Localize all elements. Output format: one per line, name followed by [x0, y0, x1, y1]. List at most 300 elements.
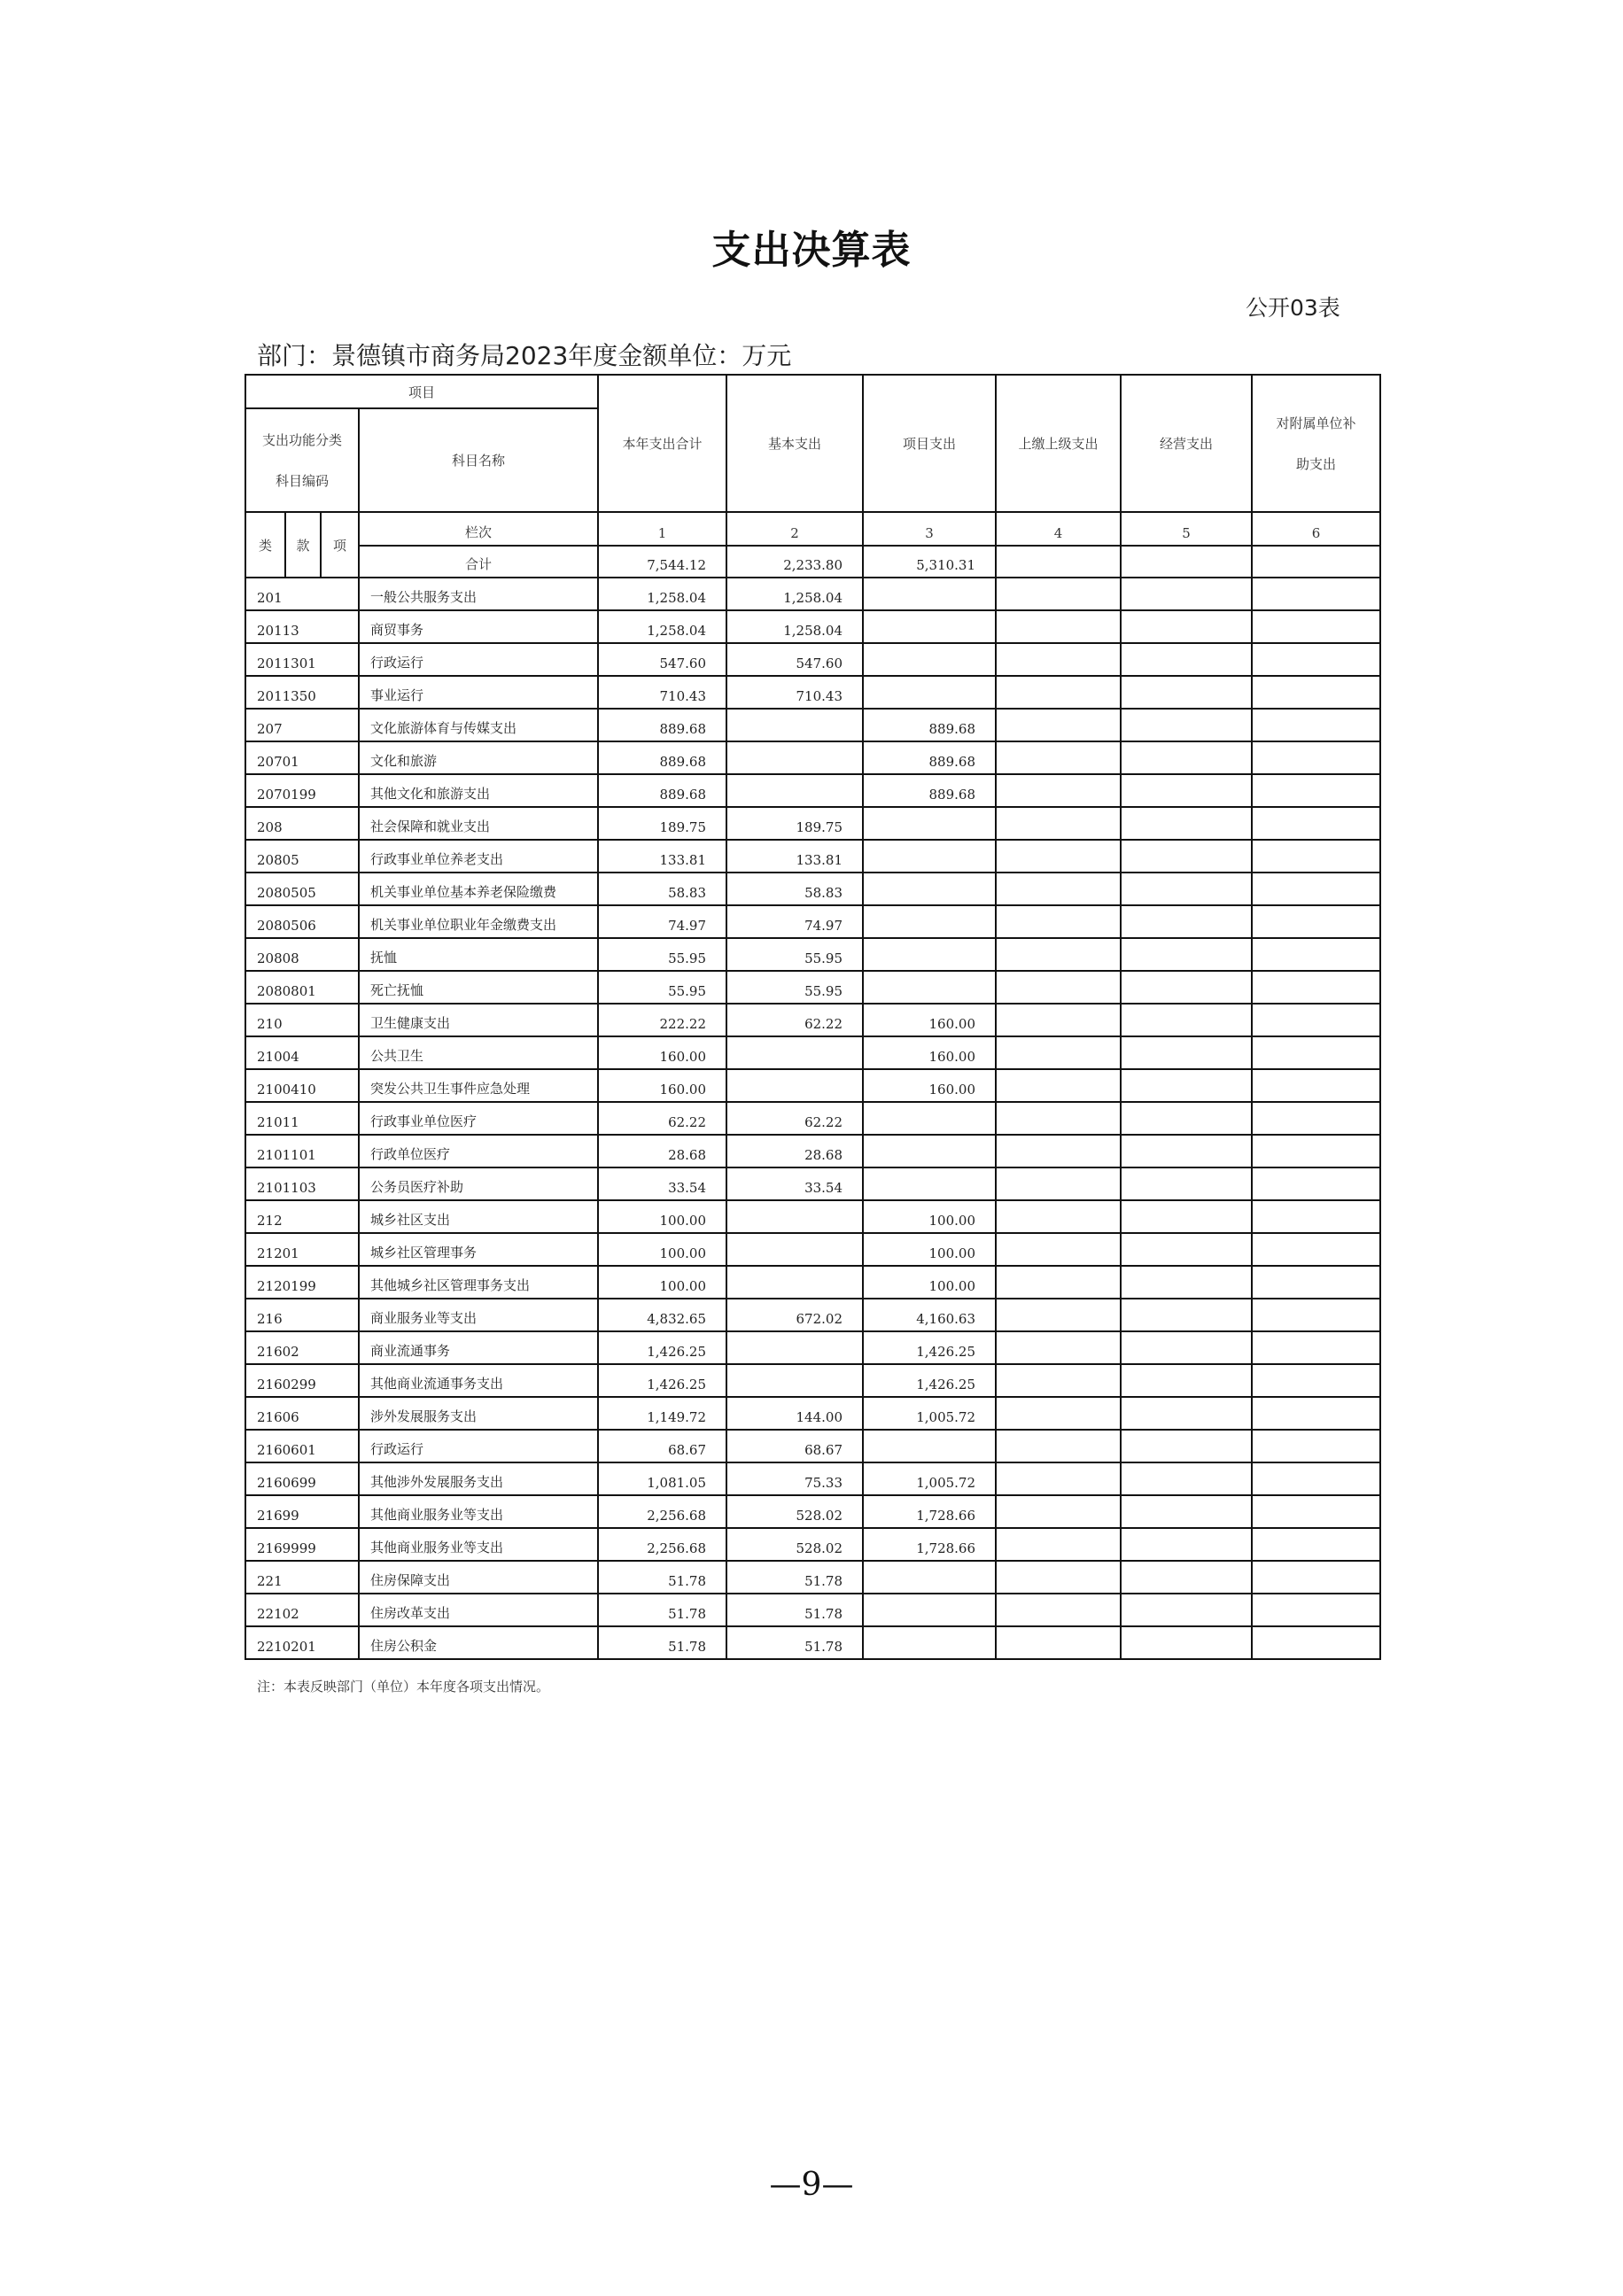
- row-code: 22102: [245, 1594, 359, 1626]
- row-total: 133.81: [598, 840, 726, 873]
- row-project: 1,426.25: [863, 1364, 996, 1397]
- header-item: 项目: [245, 375, 598, 408]
- row-total: 4,832.65: [598, 1299, 726, 1331]
- row-upper: [996, 1528, 1121, 1561]
- row-subject-name: 死亡抚恤: [359, 971, 598, 1004]
- table-row: [245, 1299, 1380, 1331]
- row-total: 189.75: [598, 807, 726, 840]
- row-basic: [726, 1331, 863, 1364]
- table-row: [245, 774, 1380, 807]
- row-basic: [726, 1364, 863, 1397]
- row-basic: 62.22: [726, 1102, 863, 1135]
- row-total: 51.78: [598, 1561, 726, 1594]
- row-upper: [996, 807, 1121, 840]
- row-business: [1121, 1200, 1252, 1233]
- row-subject-name: 住房改革支出: [359, 1594, 598, 1626]
- header-kuan: 款: [285, 512, 321, 578]
- row-project: [863, 840, 996, 873]
- row-subject-name: 行政事业单位养老支出: [359, 840, 598, 873]
- row-basic: [726, 1036, 863, 1069]
- row-subject-name: 行政运行: [359, 643, 598, 676]
- row-upper: [996, 774, 1121, 807]
- row-project: 1,728.66: [863, 1495, 996, 1528]
- row-business: [1121, 1495, 1252, 1528]
- total-cell: [996, 546, 1121, 578]
- row-code: 210: [245, 1004, 359, 1036]
- total-cell: 5,310.31: [863, 546, 996, 578]
- row-upper: [996, 578, 1121, 610]
- row-subject-name: 商业流通事务: [359, 1331, 598, 1364]
- row-code: 2070199: [245, 774, 359, 807]
- row-business: [1121, 971, 1252, 1004]
- header-subject-name: 科目名称: [359, 408, 598, 512]
- row-total: 68.67: [598, 1430, 726, 1462]
- row-subject-name: 一般公共服务支出: [359, 578, 598, 610]
- row-code: 2080505: [245, 873, 359, 905]
- row-subject-name: 其他商业流通事务支出: [359, 1364, 598, 1397]
- row-basic: 1,258.04: [726, 578, 863, 610]
- row-upper: [996, 971, 1121, 1004]
- row-upper: [996, 1561, 1121, 1594]
- table-row: [245, 1430, 1380, 1462]
- header-col-subsidy-line1: 对附属单位补: [1276, 415, 1356, 431]
- row-code: 2210201: [245, 1626, 359, 1659]
- table-row: [245, 1528, 1380, 1561]
- table-row: [245, 971, 1380, 1004]
- row-upper: [996, 905, 1121, 938]
- row-subject-name: 住房保障支出: [359, 1561, 598, 1594]
- row-code: 2169999: [245, 1528, 359, 1561]
- row-project: [863, 873, 996, 905]
- row-project: 1,005.72: [863, 1462, 996, 1495]
- row-upper: [996, 1102, 1121, 1135]
- row-subsidy: [1252, 1364, 1380, 1397]
- row-subsidy: [1252, 840, 1380, 873]
- row-upper: [996, 1462, 1121, 1495]
- row-basic: [726, 1069, 863, 1102]
- row-project: [863, 1594, 996, 1626]
- row-subject-name: 事业运行: [359, 676, 598, 709]
- row-subject-name: 商业服务业等支出: [359, 1299, 598, 1331]
- row-basic: 189.75: [726, 807, 863, 840]
- row-code: 21201: [245, 1233, 359, 1266]
- table-row: [245, 1626, 1380, 1659]
- table-row: [245, 1364, 1380, 1397]
- row-basic: 528.02: [726, 1528, 863, 1561]
- row-basic: [726, 709, 863, 741]
- row-business: [1121, 1331, 1252, 1364]
- row-basic: 51.78: [726, 1594, 863, 1626]
- row-total: 1,081.05: [598, 1462, 726, 1495]
- row-project: 1,728.66: [863, 1528, 996, 1561]
- row-basic: 75.33: [726, 1462, 863, 1495]
- row-code: 212: [245, 1200, 359, 1233]
- row-project: 1,426.25: [863, 1331, 996, 1364]
- table-row: [245, 840, 1380, 873]
- row-total: 2,256.68: [598, 1495, 726, 1528]
- row-upper: [996, 676, 1121, 709]
- row-code: 2080506: [245, 905, 359, 938]
- table-row: [245, 578, 1380, 610]
- row-subject-name: 城乡社区支出: [359, 1200, 598, 1233]
- row-basic: 51.78: [726, 1561, 863, 1594]
- row-business: [1121, 840, 1252, 873]
- row-code: 21699: [245, 1495, 359, 1528]
- row-basic: 1,258.04: [726, 610, 863, 643]
- row-subsidy: [1252, 741, 1380, 774]
- row-upper: [996, 1004, 1121, 1036]
- row-upper: [996, 1135, 1121, 1167]
- row-basic: [726, 1200, 863, 1233]
- row-subsidy: [1252, 938, 1380, 971]
- col-number: 1: [598, 512, 726, 546]
- row-subsidy: [1252, 1102, 1380, 1135]
- row-project: 4,160.63: [863, 1299, 996, 1331]
- row-subsidy: [1252, 774, 1380, 807]
- row-business: [1121, 1266, 1252, 1299]
- table-row: [245, 1167, 1380, 1200]
- row-code: 2100410: [245, 1069, 359, 1102]
- row-code: 2101101: [245, 1135, 359, 1167]
- row-upper: [996, 1364, 1121, 1397]
- row-basic: 528.02: [726, 1495, 863, 1528]
- row-business: [1121, 1135, 1252, 1167]
- table-row: [245, 1266, 1380, 1299]
- table-row: [245, 1561, 1380, 1594]
- table-row: [245, 1036, 1380, 1069]
- row-basic: 55.95: [726, 971, 863, 1004]
- row-business: [1121, 1102, 1252, 1135]
- table-note: 注：本表反映部门（单位）本年度各项支出情况。: [257, 1679, 550, 1695]
- row-total: 58.83: [598, 873, 726, 905]
- row-basic: 133.81: [726, 840, 863, 873]
- row-code: 21602: [245, 1331, 359, 1364]
- row-total: 62.22: [598, 1102, 726, 1135]
- row-project: 1,005.72: [863, 1397, 996, 1430]
- col-number: 4: [996, 512, 1121, 546]
- row-code: 2160299: [245, 1364, 359, 1397]
- row-project: 160.00: [863, 1036, 996, 1069]
- row-business: [1121, 1397, 1252, 1430]
- row-basic: 68.67: [726, 1430, 863, 1462]
- row-subject-name: 行政事业单位医疗: [359, 1102, 598, 1135]
- row-subject-name: 行政单位医疗: [359, 1135, 598, 1167]
- row-basic: 62.22: [726, 1004, 863, 1036]
- table-row: [245, 938, 1380, 971]
- row-code: 208: [245, 807, 359, 840]
- row-business: [1121, 578, 1252, 610]
- row-business: [1121, 643, 1252, 676]
- row-business: [1121, 1036, 1252, 1069]
- row-code: 20805: [245, 840, 359, 873]
- header-col-subsidy: [1252, 375, 1380, 512]
- table-row: [245, 1233, 1380, 1266]
- row-subsidy: [1252, 1495, 1380, 1528]
- header-col-project: 项目支出: [863, 375, 996, 512]
- row-subject-name: 机关事业单位基本养老保险缴费: [359, 873, 598, 905]
- row-subsidy: [1252, 1594, 1380, 1626]
- row-subsidy: [1252, 610, 1380, 643]
- row-total: 889.68: [598, 741, 726, 774]
- row-subsidy: [1252, 1069, 1380, 1102]
- row-business: [1121, 1069, 1252, 1102]
- row-business: [1121, 1299, 1252, 1331]
- row-subsidy: [1252, 971, 1380, 1004]
- row-subject-name: 商贸事务: [359, 610, 598, 643]
- row-total: 1,149.72: [598, 1397, 726, 1430]
- row-project: [863, 807, 996, 840]
- row-subsidy: [1252, 1004, 1380, 1036]
- row-project: 160.00: [863, 1069, 996, 1102]
- row-subsidy: [1252, 1266, 1380, 1299]
- row-code: 21011: [245, 1102, 359, 1135]
- table-row: [245, 709, 1380, 741]
- row-subject-name: 公务员医疗补助: [359, 1167, 598, 1200]
- row-business: [1121, 873, 1252, 905]
- row-subsidy: [1252, 1167, 1380, 1200]
- header-xiang: 项: [321, 512, 359, 578]
- header-col-subsidy-line2: 助支出: [1296, 455, 1337, 472]
- row-code: 20701: [245, 741, 359, 774]
- row-code: 2101103: [245, 1167, 359, 1200]
- row-upper: [996, 1200, 1121, 1233]
- row-project: 889.68: [863, 741, 996, 774]
- row-project: 160.00: [863, 1004, 996, 1036]
- row-total: 33.54: [598, 1167, 726, 1200]
- header-col-total: 本年支出合计: [598, 375, 726, 512]
- row-basic: 58.83: [726, 873, 863, 905]
- row-code: 21004: [245, 1036, 359, 1069]
- row-code: 201: [245, 578, 359, 610]
- header-row-lanci: [245, 512, 1380, 546]
- table-row: [245, 643, 1380, 676]
- row-subsidy: [1252, 643, 1380, 676]
- row-basic: [726, 774, 863, 807]
- row-business: [1121, 1626, 1252, 1659]
- table-row: [245, 610, 1380, 643]
- row-business: [1121, 1594, 1252, 1626]
- row-subject-name: 涉外发展服务支出: [359, 1397, 598, 1430]
- header-func-class-line1: 支出功能分类: [261, 431, 342, 448]
- table-row: [245, 1331, 1380, 1364]
- row-upper: [996, 709, 1121, 741]
- row-subject-name: 城乡社区管理事务: [359, 1233, 598, 1266]
- form-number: 公开03表: [1246, 295, 1340, 321]
- row-upper: [996, 1495, 1121, 1528]
- row-business: [1121, 676, 1252, 709]
- row-subsidy: [1252, 1233, 1380, 1266]
- page-number: —9—: [769, 2167, 854, 2203]
- row-subject-name: 文化旅游体育与传媒支出: [359, 709, 598, 741]
- row-project: [863, 1430, 996, 1462]
- row-project: 889.68: [863, 709, 996, 741]
- row-total: 100.00: [598, 1200, 726, 1233]
- table-row: [245, 1135, 1380, 1167]
- row-upper: [996, 1299, 1121, 1331]
- row-basic: 51.78: [726, 1626, 863, 1659]
- row-subject-name: 住房公积金: [359, 1626, 598, 1659]
- table-row: [245, 1594, 1380, 1626]
- row-project: 889.68: [863, 774, 996, 807]
- table-row: [245, 1004, 1380, 1036]
- row-total: 1,426.25: [598, 1331, 726, 1364]
- row-business: [1121, 1462, 1252, 1495]
- row-subsidy: [1252, 676, 1380, 709]
- table-row: [245, 873, 1380, 905]
- row-subsidy: [1252, 1299, 1380, 1331]
- row-basic: [726, 1233, 863, 1266]
- row-basic: 33.54: [726, 1167, 863, 1200]
- row-code: 2160699: [245, 1462, 359, 1495]
- header-col-basic: 基本支出: [726, 375, 863, 512]
- row-basic: 55.95: [726, 938, 863, 971]
- row-business: [1121, 905, 1252, 938]
- row-project: [863, 676, 996, 709]
- row-subject-name: 行政运行: [359, 1430, 598, 1462]
- row-project: 100.00: [863, 1266, 996, 1299]
- table-row: [245, 676, 1380, 709]
- row-project: [863, 1135, 996, 1167]
- row-basic: 74.97: [726, 905, 863, 938]
- row-project: [863, 578, 996, 610]
- row-business: [1121, 1561, 1252, 1594]
- row-code: 21606: [245, 1397, 359, 1430]
- row-business: [1121, 610, 1252, 643]
- header-lanci: 栏次: [359, 512, 598, 546]
- table-row: [245, 1200, 1380, 1233]
- row-upper: [996, 1626, 1121, 1659]
- row-upper: [996, 1594, 1121, 1626]
- row-code: 216: [245, 1299, 359, 1331]
- row-code: 221: [245, 1561, 359, 1594]
- row-total: 547.60: [598, 643, 726, 676]
- row-subject-name: 突发公共卫生事件应急处理: [359, 1069, 598, 1102]
- row-total: 55.95: [598, 938, 726, 971]
- header-lei: 类: [245, 512, 285, 578]
- row-business: [1121, 1528, 1252, 1561]
- total-cell: 2,233.80: [726, 546, 863, 578]
- row-subject-name: 其他文化和旅游支出: [359, 774, 598, 807]
- row-total: 51.78: [598, 1626, 726, 1659]
- row-subject-name: 公共卫生: [359, 1036, 598, 1069]
- expenditure-table: [245, 374, 1381, 1660]
- header-func-class: [245, 408, 359, 512]
- row-subsidy: [1252, 1430, 1380, 1462]
- header-col-business: 经营支出: [1121, 375, 1252, 512]
- row-project: 100.00: [863, 1200, 996, 1233]
- row-subsidy: [1252, 1036, 1380, 1069]
- row-subject-name: 其他涉外发展服务支出: [359, 1462, 598, 1495]
- table-row: [245, 807, 1380, 840]
- row-code: 2080801: [245, 971, 359, 1004]
- row-subject-name: 其他城乡社区管理事务支出: [359, 1266, 598, 1299]
- row-project: [863, 971, 996, 1004]
- table-row: [245, 1462, 1380, 1495]
- row-project: [863, 1626, 996, 1659]
- row-subsidy: [1252, 1561, 1380, 1594]
- row-code: 20113: [245, 610, 359, 643]
- header-row-item: [245, 375, 1380, 408]
- row-subject-name: 卫生健康支出: [359, 1004, 598, 1036]
- row-subsidy: [1252, 1135, 1380, 1167]
- total-row: [245, 546, 1380, 578]
- row-code: 2011350: [245, 676, 359, 709]
- row-total: 1,426.25: [598, 1364, 726, 1397]
- row-upper: [996, 643, 1121, 676]
- row-total: 1,258.04: [598, 578, 726, 610]
- row-upper: [996, 840, 1121, 873]
- row-upper: [996, 1397, 1121, 1430]
- row-project: 100.00: [863, 1233, 996, 1266]
- row-business: [1121, 1364, 1252, 1397]
- row-basic: [726, 1266, 863, 1299]
- row-upper: [996, 938, 1121, 971]
- row-code: 2160601: [245, 1430, 359, 1462]
- table-row: [245, 1495, 1380, 1528]
- row-basic: 28.68: [726, 1135, 863, 1167]
- row-basic: 144.00: [726, 1397, 863, 1430]
- table-row: [245, 1397, 1380, 1430]
- row-basic: 672.02: [726, 1299, 863, 1331]
- header-func-class-line2: 科目编码: [275, 472, 329, 489]
- row-upper: [996, 1266, 1121, 1299]
- table-row: [245, 905, 1380, 938]
- row-total: 100.00: [598, 1266, 726, 1299]
- row-subject-name: 抚恤: [359, 938, 598, 971]
- row-total: 100.00: [598, 1233, 726, 1266]
- row-subsidy: [1252, 873, 1380, 905]
- row-subsidy: [1252, 1462, 1380, 1495]
- total-label: 合计: [359, 546, 598, 578]
- row-total: 160.00: [598, 1069, 726, 1102]
- department-unit-line: 部门：景德镇市商务局2023年度金额单位：万元: [257, 341, 792, 370]
- row-upper: [996, 1036, 1121, 1069]
- total-cell: [1252, 546, 1380, 578]
- row-code: 2011301: [245, 643, 359, 676]
- row-total: 1,258.04: [598, 610, 726, 643]
- table-row: [245, 1069, 1380, 1102]
- page-title: 支出决算表: [711, 228, 912, 273]
- row-business: [1121, 709, 1252, 741]
- row-basic: 547.60: [726, 643, 863, 676]
- row-subject-name: 文化和旅游: [359, 741, 598, 774]
- table-row: [245, 1102, 1380, 1135]
- row-total: 222.22: [598, 1004, 726, 1036]
- row-business: [1121, 774, 1252, 807]
- row-project: [863, 643, 996, 676]
- row-code: 2120199: [245, 1266, 359, 1299]
- row-total: 889.68: [598, 774, 726, 807]
- row-upper: [996, 1233, 1121, 1266]
- row-upper: [996, 873, 1121, 905]
- col-number: 3: [863, 512, 996, 546]
- row-total: 55.95: [598, 971, 726, 1004]
- row-business: [1121, 938, 1252, 971]
- header-col-upper: 上缴上级支出: [996, 375, 1121, 512]
- row-basic: [726, 741, 863, 774]
- row-business: [1121, 1167, 1252, 1200]
- row-subject-name: 其他商业服务业等支出: [359, 1495, 598, 1528]
- row-subsidy: [1252, 578, 1380, 610]
- row-project: [863, 610, 996, 643]
- row-subsidy: [1252, 1200, 1380, 1233]
- row-subsidy: [1252, 1331, 1380, 1364]
- row-subsidy: [1252, 709, 1380, 741]
- row-upper: [996, 1069, 1121, 1102]
- row-total: 51.78: [598, 1594, 726, 1626]
- row-business: [1121, 807, 1252, 840]
- col-number: 6: [1252, 512, 1380, 546]
